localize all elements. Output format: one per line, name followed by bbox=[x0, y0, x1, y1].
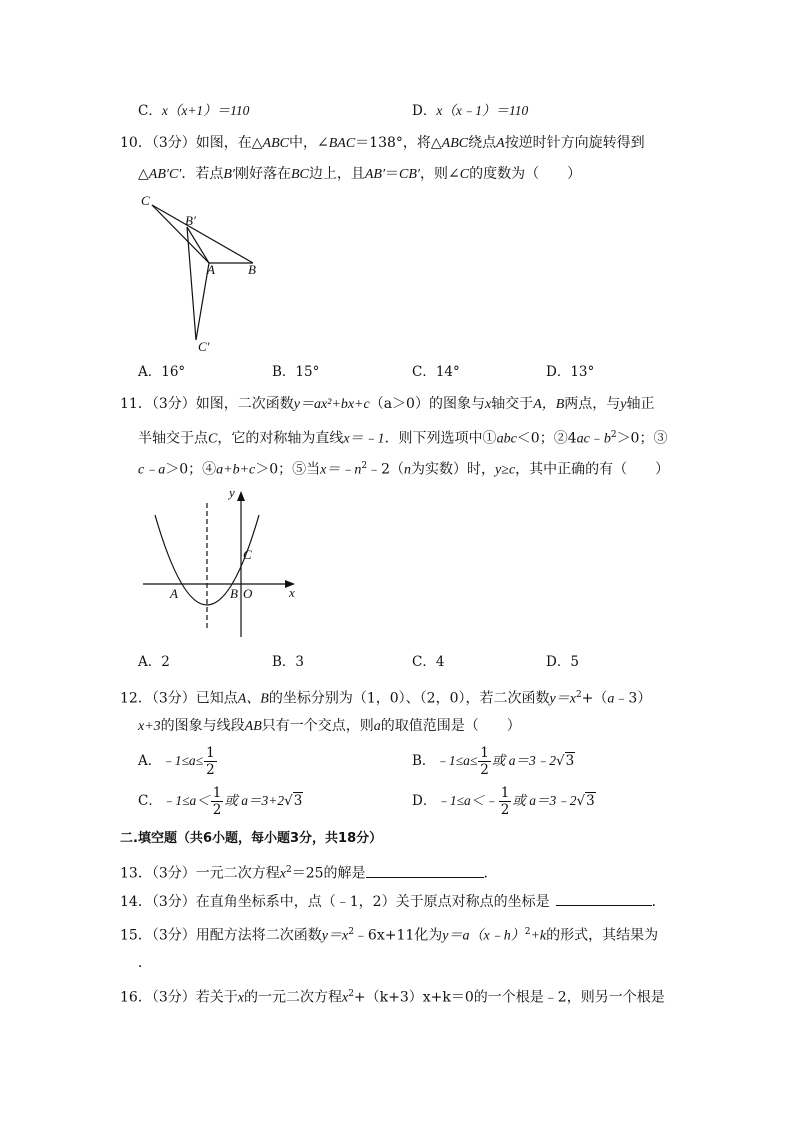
label-b: B bbox=[230, 586, 238, 601]
fraction-half: $\frac{1}{2}$ bbox=[212, 785, 222, 818]
q11-option-a[interactable]: A．2 bbox=[138, 654, 170, 670]
q13-line: 13．（3分）一元二次方程$x^2=25$的解是 ． bbox=[120, 860, 498, 885]
label-y: y bbox=[229, 485, 235, 500]
label-x: x bbox=[289, 585, 295, 600]
q11-line2: 半轴交于点C，它的对称轴为直线x＝﹣1．则下列选项中①abc＜0；$②4ac﹣b^2>0$；③ bbox=[138, 430, 668, 447]
q9-option-d[interactable] bbox=[412, 101, 528, 121]
label-bp: B′ bbox=[185, 213, 196, 228]
segment-bpa bbox=[187, 227, 209, 263]
q12-line1: 12．（3分）已知点A、B的坐标分别为（1，0）、（2，0），若二次函数$y=x^2+(a﹣3)$ bbox=[120, 690, 652, 707]
label-a: A bbox=[170, 586, 178, 601]
q11-option-c[interactable]: C．4 bbox=[412, 654, 445, 670]
q11-option-d[interactable]: D．5 bbox=[546, 654, 579, 670]
sqrt-sign: √ bbox=[284, 793, 293, 809]
sqrt-sign: √ bbox=[576, 793, 586, 809]
section-heading-fill-in: 二.填空题（共6小题，每小题3分，共18分） bbox=[120, 831, 383, 846]
segment-ca bbox=[152, 205, 209, 263]
q15-line1: 15．（3分）用配方法将二次函数$y=x^2﹣6x+11$化为y＝a（x﹣h）$^2$+k的形式，其结果为 bbox=[120, 927, 659, 944]
fraction-half: $\frac{1}{2}$ bbox=[500, 785, 510, 818]
segment-cb bbox=[152, 205, 253, 263]
sqrt-sign: √ bbox=[555, 753, 565, 769]
q12-option-d[interactable]: D．﹣1≤a＜﹣ $\frac{1}{2}$ 或 a＝3﹣2√3 bbox=[412, 785, 595, 818]
q16-line: 16．（3分）若关于x的一元二次方程$x^2+(k+3)x+k=0$的一个根是﹣2，则另一个根是 bbox=[120, 989, 665, 1006]
q10-triangle-figure bbox=[135, 190, 275, 360]
answer-blank[interactable] bbox=[366, 863, 484, 878]
answer-blank[interactable] bbox=[556, 891, 652, 906]
q10-line1: 10．（3分）如图，在△ABC中，∠BAC＝138°，将△ABC绕点A按逆时针方向旋转得到 bbox=[120, 135, 645, 151]
q10-option-c[interactable]: C．14° bbox=[412, 364, 460, 380]
option-text: x（x+1）＝110 bbox=[161, 103, 250, 118]
label-c: C bbox=[243, 547, 252, 562]
option-label: C． bbox=[138, 103, 162, 119]
label-c: C bbox=[141, 193, 150, 208]
q12-option-a[interactable]: A．﹣1≤a≤ $\frac{1}{2}$ bbox=[138, 745, 215, 778]
fraction-half: $\frac{1}{2}$ bbox=[480, 745, 489, 778]
q11-line3: c﹣a＞0；④a+b+c＞0；⑤当$x=﹣n^2﹣2(n$为实数）时，y≥c，其中正确的有（ ） bbox=[138, 461, 670, 478]
q10-option-d[interactable]: D．13° bbox=[546, 364, 595, 380]
q12-line2: x+3的图象与线段AB只有一个交点，则a的取值范围是（ ） bbox=[138, 718, 521, 734]
segment-bpcp bbox=[187, 227, 196, 340]
q10-option-b[interactable]: B．15° bbox=[272, 364, 320, 380]
q10-option-a[interactable]: A．16° bbox=[138, 364, 186, 380]
y-axis-arrow bbox=[237, 491, 245, 501]
q11-parabola-figure bbox=[135, 485, 305, 647]
q12-option-c[interactable]: C．﹣1≤a＜ $\frac{1}{2}$ 或 a＝3+2√3 bbox=[138, 785, 303, 818]
label-cp: C′ bbox=[198, 339, 210, 354]
q15-line2: ． bbox=[138, 955, 152, 971]
q12-option-b[interactable]: B．﹣1≤a≤ $\frac{1}{2}$ 或 a＝3﹣2√3 bbox=[412, 745, 575, 778]
label-a: A bbox=[207, 262, 215, 277]
q14-line: 14．（3分）在直角坐标系中，点（﹣1，2）关于原点对称点的坐标是 ． bbox=[120, 891, 666, 912]
fraction-half: $\frac{1}{2}$ bbox=[206, 745, 215, 778]
q10-line2: △AB′C′．若点B′刚好落在BC边上，且AB′＝CB′，则∠C的度数为（ ） bbox=[138, 166, 582, 182]
label-o: O bbox=[243, 586, 253, 601]
option-label: D． bbox=[412, 103, 437, 119]
q9-option-c[interactable] bbox=[138, 101, 249, 121]
q11-option-b[interactable]: B．3 bbox=[272, 654, 305, 670]
label-b: B bbox=[248, 262, 256, 277]
option-text: x（x﹣1）＝110 bbox=[436, 103, 529, 118]
q11-line1: 11．（3分）如图，二次函数y＝ax²+bx+c（a＞0）的图象与x轴交于A，B两点，与y轴正 bbox=[120, 396, 655, 412]
